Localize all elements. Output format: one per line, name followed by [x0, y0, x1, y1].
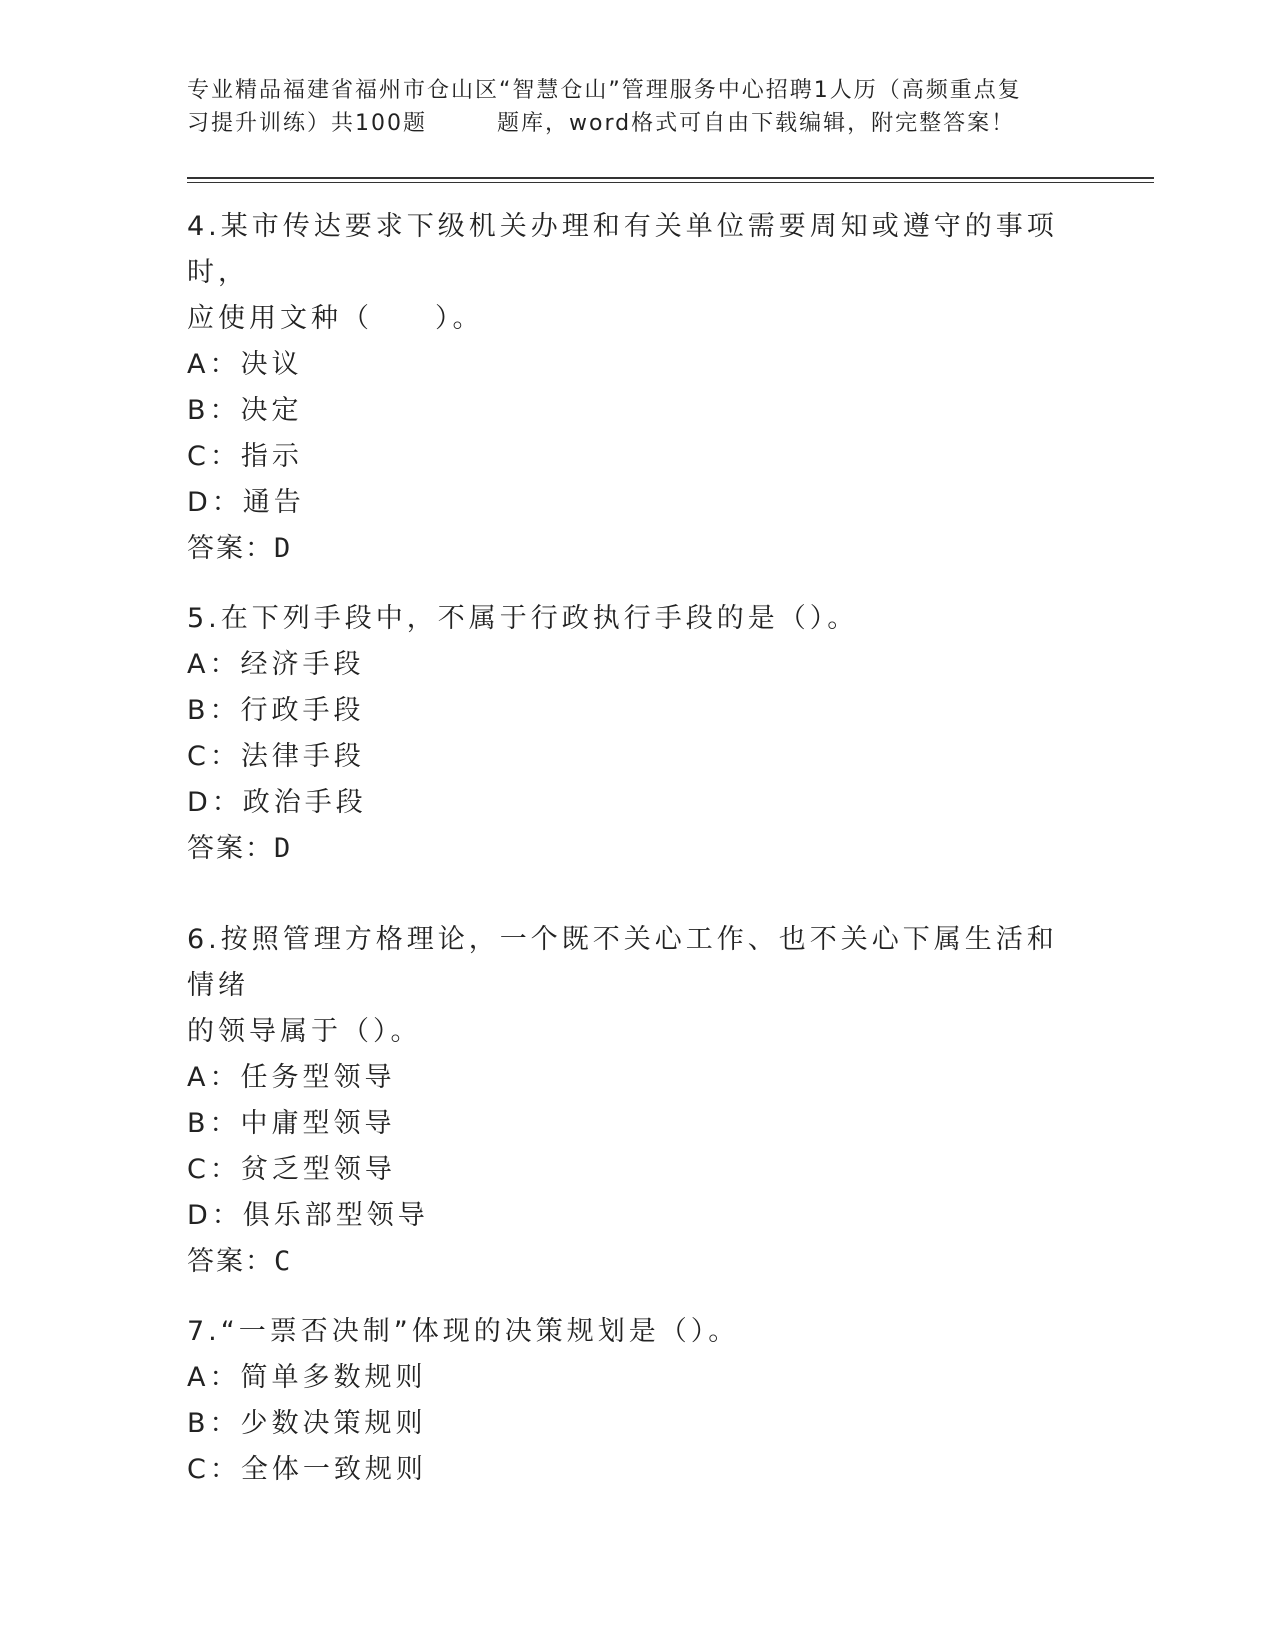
question-stem-cont: 应使用文种（ ）。 [187, 303, 484, 334]
header-line-2: 习提升训练）共100题 题库，word格式可自由下载编辑，附完整答案！ [187, 111, 1016, 136]
header-divider [187, 177, 1154, 179]
option-d: D：政治手段 [187, 787, 367, 818]
question-7 [187, 1309, 1087, 1493]
option-d: D：通告 [187, 487, 305, 518]
option-a: A：经济手段 [187, 649, 365, 680]
document-header [187, 74, 1087, 140]
question-stem: 7.“一票否决制”体现的决策规划是（）。 [187, 1316, 740, 1347]
option-c: C：法律手段 [187, 741, 365, 772]
option-b: B：行政手段 [187, 695, 365, 726]
option-d: D：俱乐部型领导 [187, 1200, 429, 1231]
question-4 [187, 204, 1087, 572]
question-stem: 4.某市传达要求下级机关办理和有关单位需要周知或遵守的事项时， [187, 211, 1058, 288]
question-5 [187, 596, 1087, 872]
option-b: B：少数决策规则 [187, 1408, 427, 1439]
answer: 答案：D [187, 833, 293, 864]
answer: 答案：D [187, 533, 293, 564]
option-b: B：决定 [187, 395, 303, 426]
option-c: C：指示 [187, 441, 303, 472]
option-c: C：贫乏型领导 [187, 1154, 396, 1185]
header-divider-thin [187, 182, 1154, 183]
question-6 [187, 917, 1087, 1285]
option-b: B：中庸型领导 [187, 1108, 396, 1139]
option-c: C：全体一致规则 [187, 1454, 427, 1485]
option-a: A：任务型领导 [187, 1062, 396, 1093]
question-stem-cont: 的领导属于（）。 [187, 1016, 422, 1047]
option-a: A：简单多数规则 [187, 1362, 427, 1393]
question-stem: 6.按照管理方格理论，一个既不关心工作、也不关心下属生活和情绪 [187, 924, 1058, 1001]
answer: 答案：C [187, 1246, 293, 1277]
header-line-1: 专业精品福建省福州市仓山区“智慧仓山”管理服务中心招聘1人历（高频重点复 [187, 78, 1022, 103]
question-stem: 5.在下列手段中，不属于行政执行手段的是（）。 [187, 603, 859, 634]
option-a: A：决议 [187, 349, 303, 380]
